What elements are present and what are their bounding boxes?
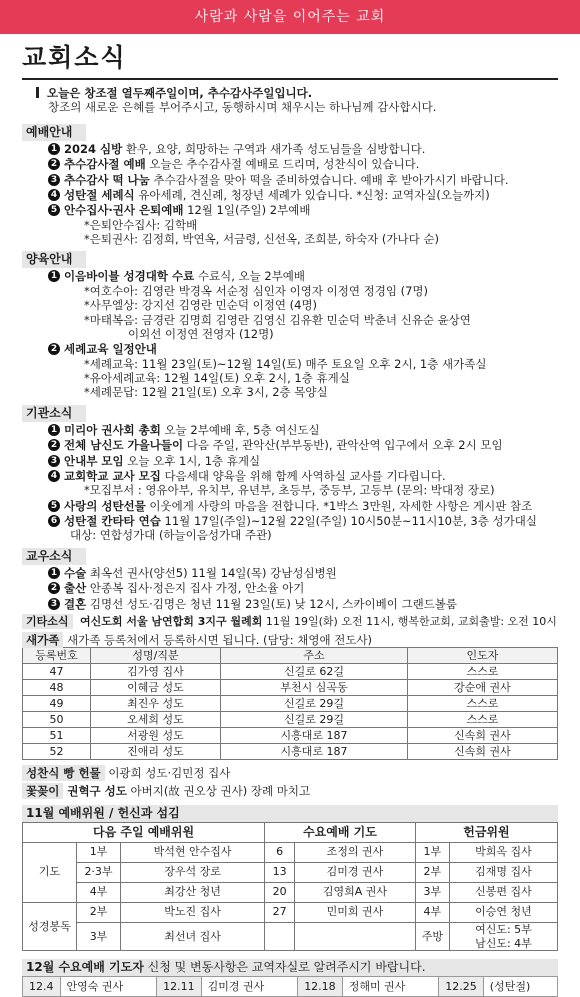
cell: 박희옥 집사 [449,842,557,862]
bullet-bar-icon [36,87,39,98]
cell: 장우석 장로 [121,862,265,882]
item-title: 결혼 [64,596,87,611]
item-text: 다음 주일, 관악산(부부동반), 관악산역 입구에서 오후 2시 모임 [183,438,503,453]
number-6-icon: 6 [48,515,60,527]
cell: 스스로 [408,696,558,712]
number-2-icon: 2 [48,439,60,451]
column-header: 다음 주일 예배위원 [23,822,265,842]
nurture-item-2 [48,342,558,400]
intro-block [36,86,558,115]
cell: 박노진 집사 [121,902,265,922]
cell: 정해미 권사 [342,977,439,997]
item-title: 2024 심방 [64,141,123,156]
service-header: 11월 예배위원 / 헌신과 섬김 [22,805,558,822]
cell: 김미경 권사 [201,977,298,997]
cell: 1부 [77,842,121,862]
table-row [23,977,558,997]
baptism-class: *세례교육: 11월 23일(토)~12월 14일(토) 매주 토요일 오후 2시, 1층 새가족실 [84,356,487,371]
intro-line-2: 창조의 새로운 은혜를 부어주시고, 동행하시며 채우시는 하나님께 감사합시다. [48,100,437,115]
wedprayer-note: 신청 및 변동사항은 교역자실로 알려주시기 바랍니다. [143,960,426,975]
cell: 김영희A 권사 [295,882,416,902]
cell: 안영숙 권사 [60,977,157,997]
cantata-target: 대상: 연합성가대 (하늘이음성가대 주관) [70,528,272,543]
cell: 13 [265,862,295,882]
communion-row [22,766,558,780]
cell: 박석현 안수집사 [121,842,265,862]
item-title: 안수집사·권사 은퇴예배 [64,203,184,218]
cell: 4부 [77,882,121,902]
table-row [23,696,558,712]
infant-baptism-class: *유아세례교육: 12월 14일(토) 오후 2시, 1층 휴게실 [84,371,350,385]
worship-item-1 [48,142,558,156]
number-2-icon: 2 [48,582,60,594]
column-header: 등록번호 [23,648,91,664]
item-text: 11월 17일(주일)~12월 22일(주일) 10시50분~11시10분, 3층 성가대실 [160,514,537,528]
item-title: 추수감사절 예배 [64,157,146,172]
cell: (성탄절) [483,977,557,997]
item-text: 오늘 2부예배 후, 5층 여신도실 [160,422,320,437]
item-title: 사랑의 성탄선물 [64,498,146,513]
table-header-row [23,648,558,664]
item-title: 안내부 모임 [64,453,124,468]
graduates-matthew: *마태복음: 금경란 김명희 김영란 김영신 김유환 민순덕 박춘녀 신유순 윤상연 [84,312,471,327]
graduates-samuel: *사무엘상: 강지선 김영란 민순덕 이정연 (4명) [84,298,318,313]
wedprayer-table [22,976,558,997]
retire-deacon: *은퇴안수집사: 김학배 [84,217,198,232]
service-table [22,822,558,952]
table-row [23,728,558,744]
cell: 47 [23,664,91,680]
worship-item-3 [48,173,558,187]
item-text: 다음세대 양육을 위해 함께 사역하실 교사를 기다립니다. [160,468,446,483]
kitchen-women: 여신도: 5부 [475,922,532,936]
members-item-2 [48,581,558,595]
cell: 신속희 권사 [408,728,558,744]
other-label: 기타소식 [22,614,73,629]
cell: 오세희 성도 [91,712,221,728]
cell: 48 [23,680,91,696]
cell: 강순애 권사 [408,680,558,696]
item-title: 미리아 권사회 총회 [64,422,161,437]
cell: 최강산 청년 [121,882,265,902]
item-title: 이음바이블 성경대학 수료 [64,269,195,284]
column-header: 수요예배 기도 [265,822,416,842]
number-5-icon: 5 [48,204,60,216]
cell: 27 [265,902,295,922]
org-item-1 [48,423,558,437]
communion-text: 이광희 성도·김민정 집사 [104,766,231,780]
item-title: 교회학교 교사 모집 [64,468,161,483]
cell: 최진우 성도 [91,696,221,712]
cell: 진애리 성도 [91,744,221,760]
table-row [23,862,558,882]
other-news [22,615,558,629]
number-5-icon: 5 [48,500,60,512]
number-4-icon: 4 [48,470,60,482]
item-text: 환우, 요양, 희망하는 구역과 새가족 성도님들을 심방합니다. [122,141,426,156]
flower-title: 권혁구 성도 [63,784,127,799]
item-text: 유아세례, 견신례, 청장년 세례가 있습니다. *신청: 교역자실(오늘까지) [134,187,490,202]
org-item-4 [48,469,558,498]
cell: 신속희 권사 [408,744,558,760]
reading-label: 성경봉독 [23,902,77,951]
nurture-header: 양육안내 [22,251,86,268]
item-title: 세례교육 일정안내 [64,342,157,357]
date-cell: 12.4 [23,977,61,997]
cell: 20 [265,882,295,902]
cell: 신길로 29길 [221,696,408,712]
cell: 신봉편 집사 [449,882,557,902]
number-3-icon: 3 [48,598,60,610]
table-header-row [23,822,558,842]
nurture-list [22,269,558,399]
cell: 51 [23,728,91,744]
org-item-2 [48,438,558,452]
cell: 이혜금 성도 [91,680,221,696]
table-row [23,680,558,696]
item-title: 출산 [64,581,87,596]
cell: 김가영 집사 [91,664,221,680]
members-item-1 [48,566,558,580]
cell: 1부 [415,842,449,862]
cell [265,922,295,951]
prayer-label: 기도 [23,842,77,902]
table-row [23,842,558,862]
number-4-icon: 4 [48,189,60,201]
column-header: 주소 [221,648,408,664]
cell: 이승연 청년 [449,902,557,922]
worship-item-4 [48,188,558,202]
cell: 부천시 심곡동 [221,680,408,696]
table-row [23,664,558,680]
kitchen-label: 주방 [415,922,449,951]
column-header: 성명/직분 [91,648,221,664]
item-title: 성탄절 세례식 [64,187,135,202]
baptism-interview: *세례문답: 12월 21일(토) 오후 3시, 2층 목양실 [84,385,328,400]
newfamily-label: 새가족 [22,632,63,648]
cell: 김재명 집사 [449,862,557,882]
retire-elder: *은퇴권사: 김정희, 박연옥, 서금령, 신선옥, 조희분, 하숙자 (가나다 순) [84,232,439,246]
item-title: 추수감사 떡 나눔 [64,172,150,187]
cell: 최선녀 집사 [121,922,265,951]
number-1-icon: 1 [48,424,60,436]
worship-list [22,142,558,247]
cell: 시흥대로 187 [221,728,408,744]
org-item-3 [48,454,558,468]
graduates-joshua: *여호수아: 김영란 박경옥 서순정 심인자 이영자 이정연 정경임 (7명) [84,283,428,298]
flower-row [22,784,558,798]
item-text: 오늘은 추수감사절 예배로 드리며, 성찬식이 있습니다. [145,157,420,172]
other-text: 11월 19일(화) 오전 11시, 행복한교회, 교회출발: 오전 10시 [262,614,557,628]
flower-text: 아버지(故 권오상 권사) 장례 마치고 [126,784,311,799]
cell: 민미희 권사 [295,902,416,922]
number-3-icon: 3 [48,174,60,186]
worship-header: 예배안내 [22,124,86,141]
members-list [22,566,558,611]
item-title: 성탄절 칸타타 연습 [64,514,161,528]
wedprayer-label: 12월 수요예배 기도자 [26,960,144,975]
intro-line-1: 오늘은 창조절 열두째주일이며, 추수감사주일입니다. [47,86,313,100]
communion-label: 성찬식 빵 헌물 [22,765,105,781]
members-item-3 [48,597,558,611]
item-text: 김명선 성도·김명은 청년 11월 23일(토) 낮 12시, 스카이베이 그랜드볼룸 [86,596,458,611]
number-2-icon: 2 [48,343,60,355]
cell: 서광원 성도 [91,728,221,744]
cell: 4부 [415,902,449,922]
cell: 3부 [415,882,449,902]
date-cell: 12.18 [298,977,343,997]
other-title: 여신도회 서울 남연합회 3지구 월례회 [80,614,263,628]
newfamily-table [22,647,558,760]
cell: 조정의 권사 [295,842,416,862]
date-cell: 12.11 [157,977,202,997]
org-header: 기관소식 [22,405,86,422]
cell: 신길로 29길 [221,712,408,728]
item-text: 12월 1일(주일) 2부예배 [183,203,311,218]
cell: 김미경 권사 [295,862,416,882]
cell: 3부 [77,922,121,951]
item-title: 수술 [64,565,87,580]
table-row [23,744,558,760]
title-divider [22,78,558,80]
cell: 스스로 [408,664,558,680]
cell: 시흥대로 187 [221,744,408,760]
worship-item-5 [48,203,558,246]
teacher-departments: *모집부서 : 영유아부, 유치부, 유년부, 초등부, 중등부, 고등부 (문의: 박대정 장로) [84,483,495,498]
table-row [23,712,558,728]
cell: 49 [23,696,91,712]
cell: 스스로 [408,712,558,728]
column-header: 인도자 [408,648,558,664]
column-header: 헌금위원 [415,822,557,842]
table-row [23,882,558,902]
cell: 50 [23,712,91,728]
org-item-5 [48,499,558,513]
wedprayer-header [22,959,558,976]
page-title: 교회소식 [22,43,127,72]
table-row [23,902,558,922]
item-text: 추수감사절을 맞아 떡을 준비하였습니다. 예배 후 받아가시기 바랍니다. [149,172,509,187]
item-text: 안종복 집사·정은지 집사 가정, 안소율 아기 [86,581,305,596]
cell [449,922,557,951]
news-page [0,42,580,997]
item-text: 오늘 오후 1시, 1층 휴게실 [123,453,261,468]
item-text: 이웃에게 사랑의 마음을 전합니다. *1박스 3만원, 자세한 사항은 게시판 참조 [145,498,533,513]
cell: 2·3부 [77,862,121,882]
item-text: 최옥선 권사(양선5) 11월 14일(목) 강남성심병원 [86,565,337,580]
table-row [23,922,558,951]
org-list [22,423,558,543]
newfamily-text: 새가족 등록처에서 등록하시면 됩니다. (담당: 채영애 전도사) [63,632,373,647]
kitchen-men: 남신도: 4부 [475,936,532,950]
number-1-icon: 1 [48,143,60,155]
church-banner: 사람과 사람을 이어주는 교회 [0,0,580,34]
cell: 2부 [415,862,449,882]
number-1-icon: 1 [48,270,60,282]
newfamily-row [22,633,558,647]
date-cell: 12.25 [439,977,484,997]
worship-item-2 [48,157,558,171]
nurture-item-1 [48,269,558,341]
flower-label: 꽃꽂이 [22,783,63,799]
number-2-icon: 2 [48,158,60,170]
item-text: 수료식, 오늘 2부예배 [194,269,306,284]
cell: 신길로 62길 [221,664,408,680]
members-header: 교우소식 [22,548,86,565]
cell: 52 [23,744,91,760]
graduates-matthew-cont: 이외선 이정연 전영자 (12명) [128,326,274,341]
cell [295,922,416,951]
cell: 6 [265,842,295,862]
number-3-icon: 3 [48,455,60,467]
cell: 2부 [77,902,121,922]
number-1-icon: 1 [48,567,60,579]
org-item-6 [48,514,558,543]
item-title: 전체 남신도 가을나들이 [64,438,184,453]
